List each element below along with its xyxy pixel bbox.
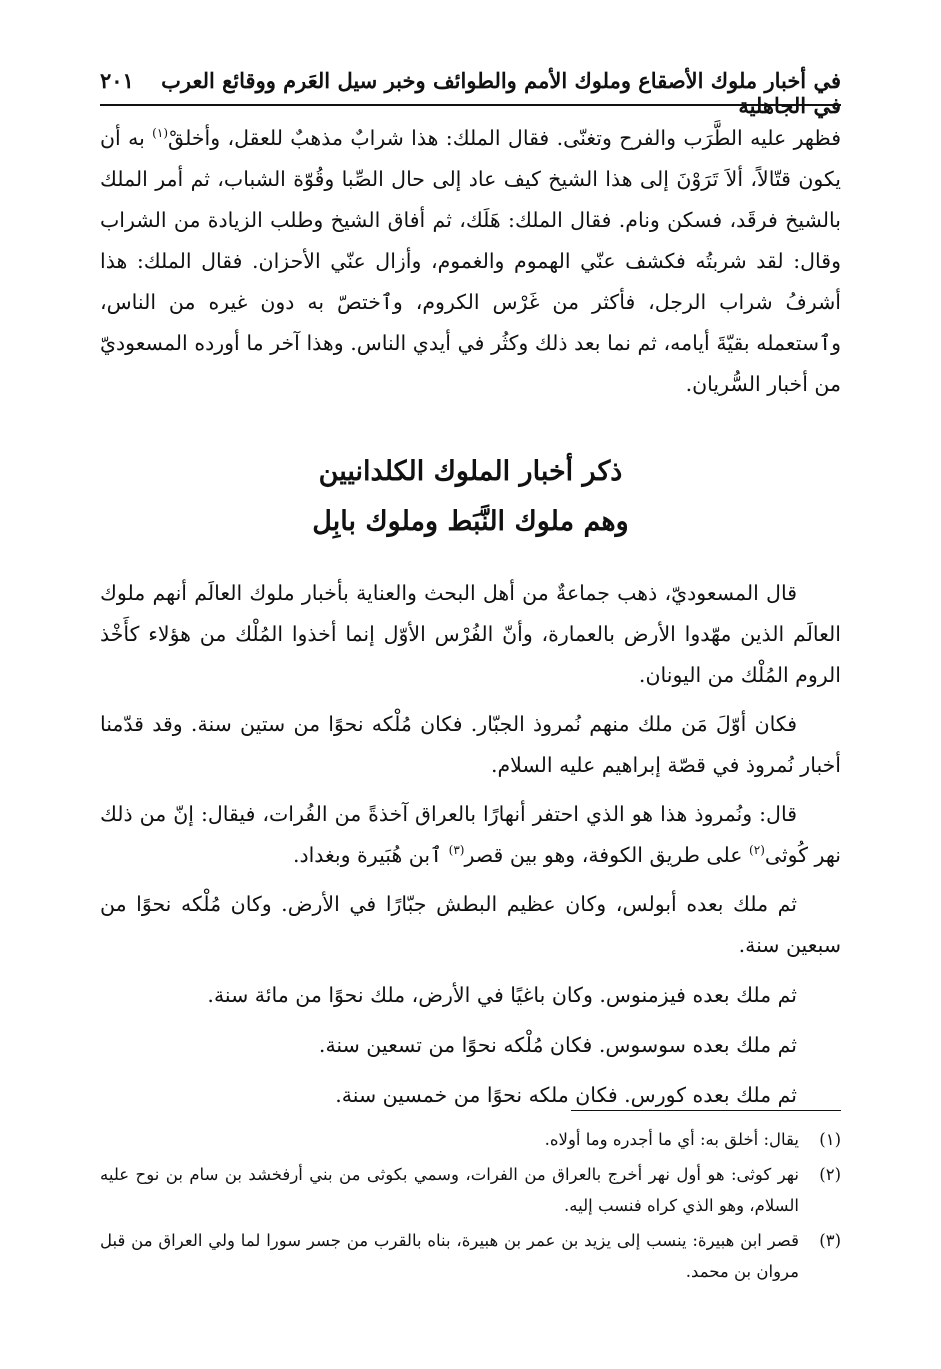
footnote-text: قصر ابن هبيرة: ينسب إلى يزيد بن عمر بن هبيرة، بناه بالقرب من جسر سورا لما ولي العراق من قبل مروان بن محمد. <box>100 1231 799 1281</box>
footnote-number: (١) <box>819 1130 841 1149</box>
section-heading-line-2: وهم ملوك النَّبَط وملوك بابِل <box>312 506 629 537</box>
paragraph-1: قال المسعوديّ، ذهب جماعةٌ من أهل البحث والعناية بأخبار ملوك العالَم أنهم ملوك العالَم الذين مهّدوا الأرض بالعمارة، وأنّ الفُرْس الأوّل إنما أخذوا المُلْك من هؤلاء كأَخْذ الروم المُلْك من اليونان. <box>100 581 841 687</box>
main-text <box>100 118 841 1116</box>
header-rule <box>100 104 841 106</box>
page-number: ٢٠١ <box>100 68 134 93</box>
paragraph-2: فكان أوّلَ مَن ملك منهم نُمروذ الجبّار. فكان مُلْكه نحوًا من ستين سنة. وقد قدّمنا أخبار نُمروذ في قصّة إبراهيم عليه السلام. <box>100 712 841 777</box>
footnote-ref-1[interactable]: (١) <box>152 126 168 141</box>
footnote-number: (٢) <box>819 1165 841 1184</box>
footnote-ref-3[interactable]: (٣) <box>448 843 465 858</box>
footnote-2 <box>100 1159 841 1221</box>
footnote-rule <box>571 1110 841 1111</box>
opening-paragraph: فظهر عليه الطَّرَب والفرح وتغنّى. فقال الملك: هذا شرابٌ مذهبٌ للعقل، وأخلقْ$^{(١)}$ به أن يكون قتّالاً، ألاَ تَرَوْنَ إلى هذا الشيخ كيف عاد إلى حال الصِّبا وقُوّة الشباب، ثم أمر الملك بالشيخ فرقَد، فسكن ونام. فقال الملك: هَلَك، ثم أفاق الشيخ وطلب الزيادة من الشراب وقال: لقد شربتُه فكشف عنّي الهموم والغموم، وأزال عنّي الأحزان. فقال الملك: هذا أشرفُ شراب الرجل، فأكثر من غَرْس الكروم، وٱختصّ به دون غيره من الناس، وٱستعمله بقيّةَ أيامه، ثم نما بعد ذلك وكثُر في أيدي الناس. وهذا آخر ما أورده المسعوديّ من أخبار السُّريان. <box>100 126 842 396</box>
footnote-3 <box>100 1225 841 1287</box>
footnote-number: (٣) <box>819 1231 841 1250</box>
header-title: في أخبار ملوك الأصقاع وملوك الأمم والطوائف وخبر سيل العَرم ووقائع العرب في الجاهلية <box>161 68 841 118</box>
paragraph-5: ثم ملك بعده فيزمنوس. وكان باغيًا في الأرض، ملك نحوًا من مائة سنة. <box>207 983 797 1007</box>
footnote-ref-2[interactable]: (٢) <box>749 843 765 858</box>
running-header <box>100 68 841 118</box>
footnote-1 <box>100 1124 841 1155</box>
footnote-text: يقال: أخلق به: أي ما أجدره وما أولاه. <box>544 1130 799 1149</box>
footnote-text: نهر كوثى: هو أول نهر أخرج بالعراق من الفرات، وسمي بكوثى من بني أرفخشد بن سام بن نوح عليه السلام، وهو الذي كراه فنسب إليه. <box>100 1165 799 1215</box>
paragraph-3: قال: ونُمروذ هذا هو الذي احتفر أنهارًا بالعراق آخذةً من الفُرات، فيقال: إنّ من ذلك نهر كُوثى$^{(٢)}$ على طريق الكوفة، وهو بين قصر$^{(٣)}$ ٱبن هُبَيرة وبغداد. <box>100 802 841 867</box>
paragraph-4: ثم ملك بعده أبولس، وكان عظيم البطش جبّارًا في الأرض. وكان مُلْكه نحوًا من سبعين سنة. <box>100 892 841 957</box>
section-heading <box>100 447 841 547</box>
footnotes <box>100 1124 841 1291</box>
paragraph-7: ثم ملك بعده كورس. فكان ملكه نحوًا من خمسين سنة. <box>335 1083 797 1107</box>
section-heading-line-1: ذكر أخبار الملوك الكلدانيين <box>318 456 623 487</box>
paragraph-6: ثم ملك بعده سوسوس. فكان مُلْكه نحوًا من تسعين سنة. <box>318 1033 797 1057</box>
